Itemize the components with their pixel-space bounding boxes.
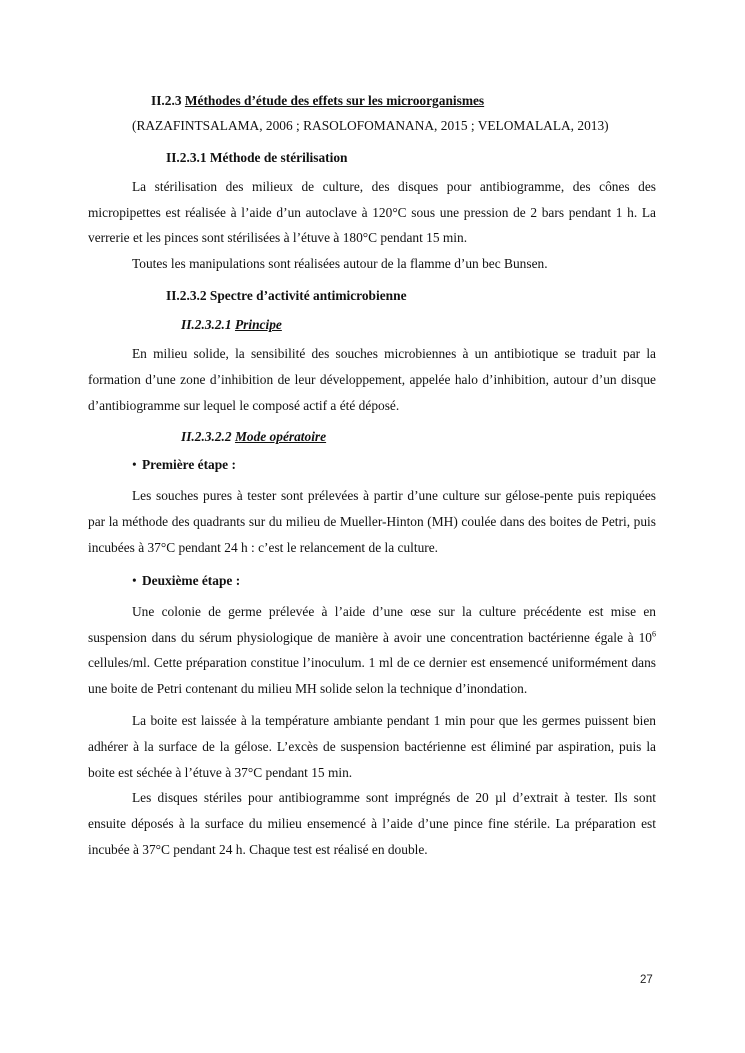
section-heading-2-2-3-2: II.2.3.2 Spectre d’activité antimicrobienne <box>166 287 407 303</box>
principe-paragraph: En milieu solide, la sensibilité des souches microbiennes à un antibiotique se traduit par la formation d’une zone d’inhibition de leur développement, appelée halo d’inhibition, autour d’un disque d’antibiogramme sur lequel le composé actif a été déposé. <box>88 345 656 413</box>
subsection-number: II.2.3.2.1 <box>181 316 232 332</box>
subsection-title: Mode opératoire <box>234 429 327 445</box>
subsection-number: II.2.3.2.2 <box>181 429 232 445</box>
subsection-heading-principe <box>88 312 656 337</box>
bullet-icon: • <box>132 572 137 588</box>
document-page <box>88 88 656 863</box>
step-1-label: • Première étape : <box>88 453 656 477</box>
step-2-label: • Deuxième étape : <box>88 569 656 593</box>
manipulation-paragraph: Toutes les manipulations sont réalisées autour de la flamme d’un bec Bunsen. <box>132 256 548 272</box>
section-heading-2-2-3-1: II.2.3.1 Méthode de stérilisation <box>166 149 348 165</box>
page-number: 27 <box>640 974 653 986</box>
exponent: 6 <box>652 629 656 639</box>
bullet-icon: • <box>132 457 137 473</box>
references-line: (RAZAFINTSALAMA, 2006 ; RASOLOFOMANANA, 2015 ; VELOMALALA, 2013) <box>132 118 609 133</box>
step-2-paragraph-3: Les disques stériles pour antibiogramme sont imprégnés de 20 µl d’extrait à tester. Ils sont ensuite déposés à la surface du milieu ensemencé à l’aide d’une pince fine stérile. La préparation est incubée à 37°C pendant 24 h. Chaque test est réalisé en double. <box>88 790 656 857</box>
step-2-paragraph-2: La boite est laissée à la température ambiante pendant 1 min pour que les germes puissent bien adhérer à la surface de la gélose. L’excès de suspension bactérienne est éliminé par aspiration, puis la boite est séchée à l’étuve à 37°C pendant 15 min. <box>88 712 656 780</box>
subsection-heading-mode-operatoire <box>88 424 656 449</box>
subsection-title: Principe <box>234 316 282 332</box>
section-heading-2-2-3 <box>88 88 656 113</box>
section-title: Méthodes d’étude des effets sur les microorganismes <box>184 93 485 108</box>
section-number: II.2.3 <box>151 93 182 108</box>
step-1-paragraph: Les souches pures à tester sont prélevées à partir d’une culture sur gélose-pente puis repiquées par la méthode des quadrants sur du milieu de Mueller-Hinton (MH) coulée dans des boites de Petri, puis incubées à 37°C pendant 24 h : c’est le relancement de la culture. <box>88 488 656 555</box>
step-2-paragraph-1: Une colonie de germe prélevée à l’aide d’une œse sur la culture précédente est mise en suspension dans du sérum physiologique de manière à avoir une concentration bactérienne égale à $10^6$ cellules/ml. Cette préparation constitue l’inoculum. 1 ml de ce dernier est ensemencé uniformément dans une boite de Petri contenant du milieu MH solide selon la technique d’inondation. <box>88 603 656 697</box>
sterilisation-paragraph: La stérilisation des milieux de culture, des disques pour antibiogramme, des cônes des micropipettes est réalisée à l’aide d’un autoclave à 120°C sous une pression de 2 bars pendant 1 h. La verrerie et les pinces sont stérilisées à l’étuve à 180°C pendant 15 min. <box>88 178 656 246</box>
